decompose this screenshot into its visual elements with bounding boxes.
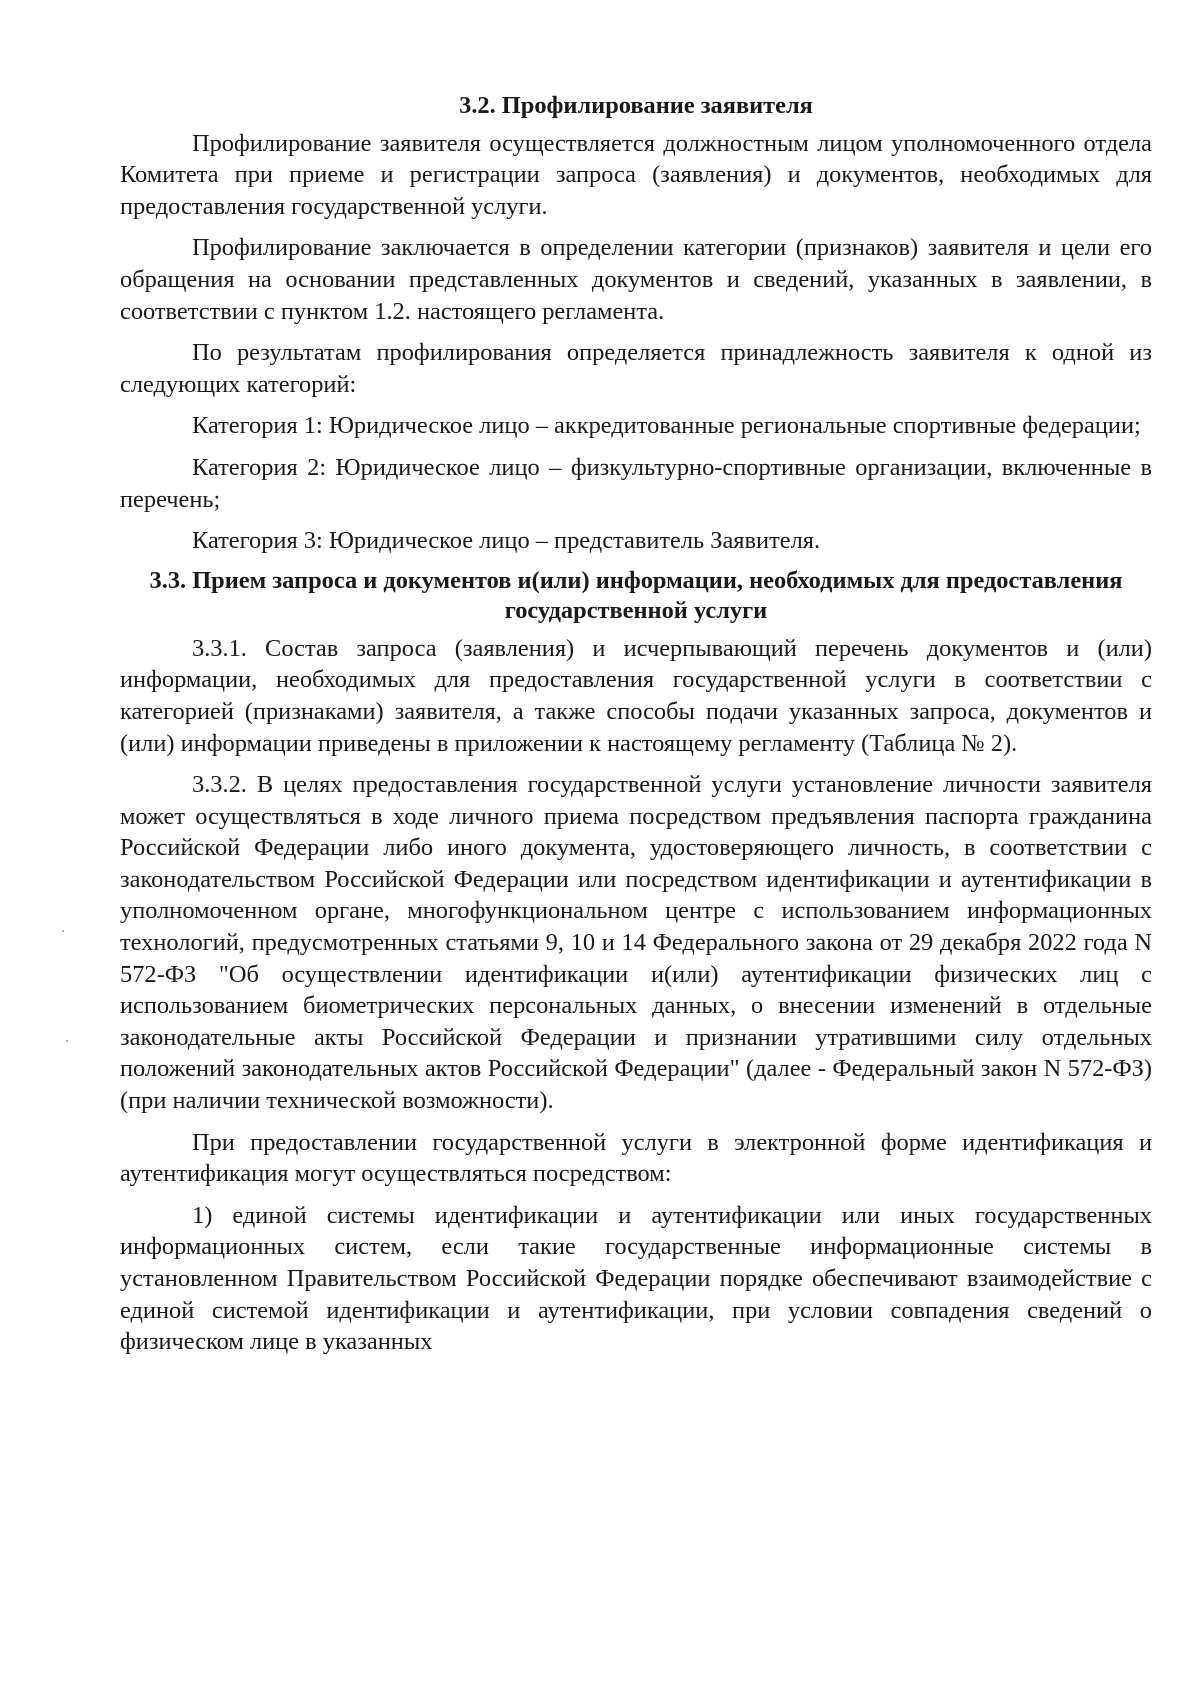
category-3-paragraph: Категория 3: Юридическое лицо – представитель Заявителя. bbox=[192, 527, 821, 555]
document-page bbox=[120, 90, 1152, 1368]
section-3-2-title: 3.2. Профилирование заявителя bbox=[459, 92, 813, 119]
paragraph-3-3-2: 3.3.2. В целях предоставления государственной услуги установление личности заявителя может осуществляться в ходе личного приема посредством предъявления паспорта гражданина Российской Федерации либо иного документа, удостоверяющего личность, в соответствии с законодательством Российской Федерации или посредством идентификации и аутентификации в уполномоченном органе, многофункциональном центре с использованием информационных технологий, предусмотренных статьями 9, 10 и 14 Федерального закона от 29 декабря 2022 года N 572-ФЗ "Об осуществлении идентификации и(или) аутентификации физических лиц с использованием биометрических персональных данных, о внесении изменений в отдельные законодательные акты Российской Федерации и признании утратившими силу отдельных положений законодательных актов Российской Федерации" (далее - Федеральный закон N 572-ФЗ) (при наличии технической возможности). bbox=[120, 771, 1152, 1115]
scan-speck bbox=[62, 930, 64, 932]
category-2-paragraph: Категория 2: Юридическое лицо – физкультурно-спортивные организации, включенные в перечень; bbox=[120, 453, 1152, 513]
paragraph: Профилирование заявителя осуществляется должностным лицом уполномоченного отдела Комитета при приеме и регистрации запроса (заявления) и документов, необходимых для предоставления государственной услуги. bbox=[120, 129, 1152, 220]
category-1-paragraph: Категория 1: Юридическое лицо – аккредитованные региональные спортивные федерации; bbox=[192, 412, 1141, 440]
scan-speck bbox=[66, 1040, 68, 1042]
paragraph: По результатам профилирования определяется принадлежность заявителя к одной из следующих категорий: bbox=[120, 339, 1152, 398]
section-3-3-title: 3.3. Прием запроса и документов и(или) информации, необходимых для предоставления государственной услуги bbox=[149, 566, 1123, 625]
paragraph-3-3-1: 3.3.1. Состав запроса (заявления) и исчерпывающий перечень документов и (или) информации, необходимых для предоставления государственной услуги в соответствии с категорией (признаками) заявителя, а также способы подачи указанных запроса, документов и (или) информации приведены в приложении к настоящему регламенту (Таблица № 2). bbox=[120, 634, 1152, 757]
list-item-1: 1) единой системы идентификации и аутентификации или иных государственных информационных систем, если такие государственные информационные системы в установленном Правительством Российской Федерации порядке обеспечивают взаимодействие с единой системой идентификации и аутентификации, при условии совпадения сведений о физическом лице в указанных bbox=[120, 1201, 1152, 1356]
paragraph: Профилирование заключается в определении категории (признаков) заявителя и цели его обращения на основании представленных документов и сведений, указанных в заявлении, в соответствии с пунктом 1.2. настоящего регламента. bbox=[120, 234, 1152, 325]
paragraph: При предоставлении государственной услуги в электронной форме идентификация и аутентификация могут осуществляться посредством: bbox=[120, 1128, 1152, 1188]
